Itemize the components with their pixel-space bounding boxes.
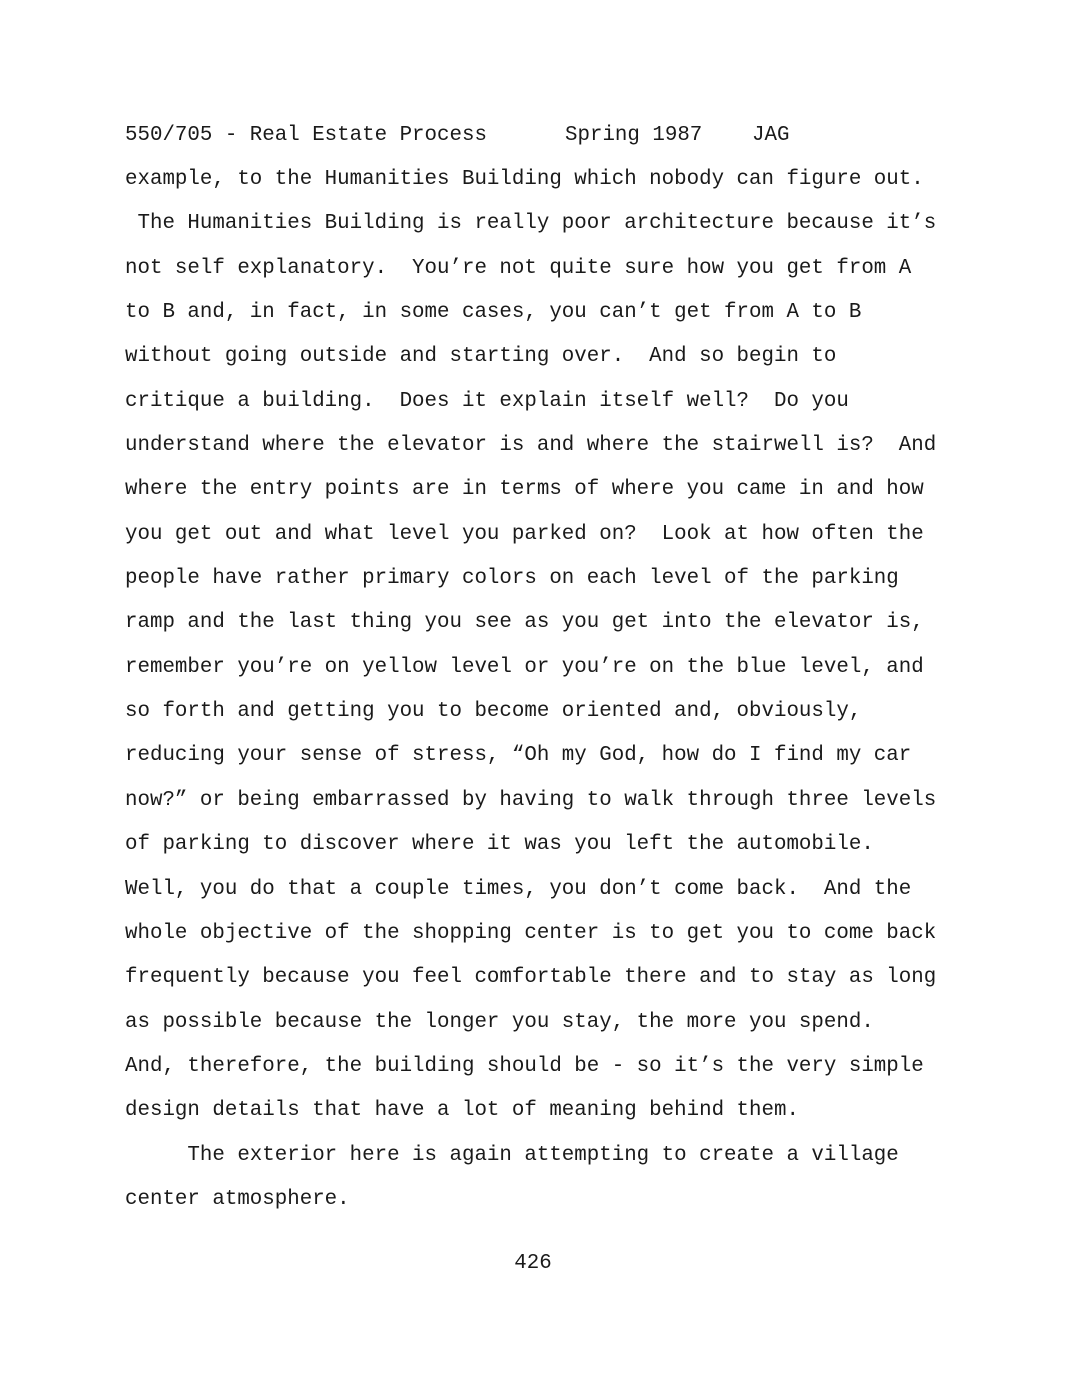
header-term: Spring 1987: [565, 124, 703, 147]
header-initials: JAG: [752, 124, 790, 147]
text-line: ramp and the last thing you see as you get into the elevator is,: [125, 611, 924, 635]
text-line: design details that have a lot of meaning behind them.: [125, 1099, 799, 1123]
text-line: And, therefore, the building should be - so it’s the very simple: [125, 1054, 924, 1078]
text-line: as possible because the longer you stay, the more you spend.: [125, 1010, 874, 1034]
page-number: 426: [514, 1252, 552, 1275]
text-line: The Humanities Building is really poor architecture because it’s: [125, 212, 937, 236]
text-line: center atmosphere.: [125, 1187, 350, 1211]
text-line: whole objective of the shopping center is to get you to come back: [125, 921, 937, 945]
text-line: understand where the elevator is and where the stairwell is? And: [125, 434, 937, 458]
text-line: Well, you do that a couple times, you don’t come back. And the: [125, 877, 912, 901]
text-line: so forth and getting you to become oriented and, obviously,: [125, 700, 862, 724]
text-line: to B and, in fact, in some cases, you can’t get from A to B: [125, 301, 862, 325]
header-course: 550/705 - Real Estate Process: [125, 124, 487, 147]
text-line: of parking to discover where it was you left the automobile.: [125, 833, 874, 857]
text-line: where the entry points are in terms of where you came in and how: [125, 478, 924, 502]
text-line: frequently because you feel comfortable there and to stay as long: [125, 966, 937, 990]
text-line: without going outside and starting over. And so begin to: [125, 345, 837, 369]
text-line: example, to the Humanities Building which nobody can figure out.: [125, 168, 924, 191]
text-line: reducing your sense of stress, “Oh my God, how do I find my car: [125, 744, 912, 768]
text-line: you get out and what level you parked on? Look at how often the: [125, 522, 924, 546]
transcript-body: [125, 167, 955, 1231]
text-line: remember you’re on yellow level or you’re on the blue level, and: [125, 655, 924, 679]
text-line: not self explanatory. You’re not quite sure how you get from A: [125, 256, 912, 280]
text-line: The exterior here is again attempting to create a village: [125, 1143, 899, 1167]
text-line: people have rather primary colors on each level of the parking: [125, 567, 899, 591]
text-line: critique a building. Does it explain itself well? Do you: [125, 389, 849, 413]
text-line: now?” or being embarrassed by having to walk through three levels: [125, 788, 937, 812]
page-header: [125, 123, 789, 149]
